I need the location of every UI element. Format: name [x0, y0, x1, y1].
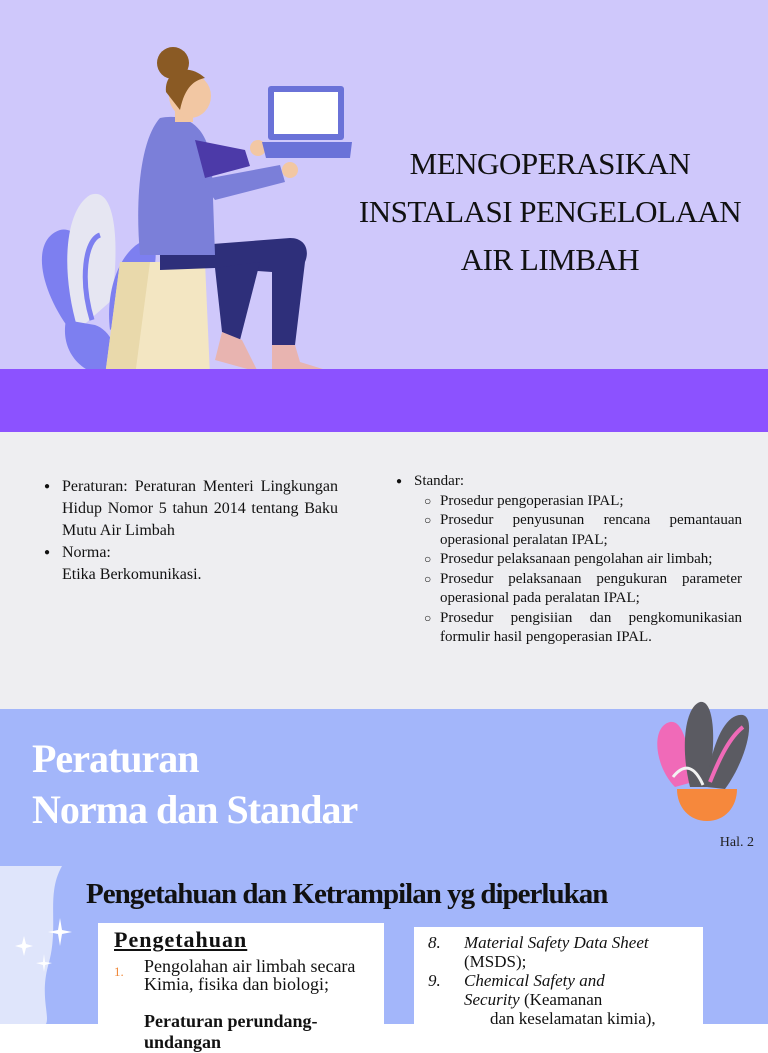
- item-continuation: [464, 990, 602, 1009]
- norm-text: Etika Berkomunikasi.: [62, 566, 202, 583]
- page-number: Hal. 2: [719, 835, 754, 850]
- item-continuation: (MSDS);: [464, 952, 527, 971]
- regulation-label: Peraturan:: [62, 478, 128, 495]
- title-slide: [0, 0, 768, 432]
- list-item: [428, 933, 649, 952]
- floor-band: [0, 369, 768, 432]
- norm-item: [44, 542, 338, 586]
- regulation-item: [44, 476, 338, 542]
- regulation-slide: [0, 432, 768, 709]
- knowledge-card: [98, 923, 384, 1052]
- slide-title: Pengetahuan dan Ketrampilan yg diperlukan: [86, 878, 608, 910]
- item-text: (Keamanan: [519, 990, 603, 1009]
- list-item: [428, 971, 605, 990]
- banner-heading: [32, 733, 357, 835]
- item-text: Material Safety Data Sheet: [464, 933, 649, 952]
- list-item: ○ Prosedur pengoperasian IPAL;: [414, 492, 742, 512]
- list-item: ○ Prosedur pengisiian dan pengkomunikasian formulir hasil pengoperasian IPAL.: [414, 609, 742, 648]
- title-line: AIR LIMBAH: [460, 242, 640, 277]
- heading-banner: [0, 709, 768, 866]
- regulation-text: Peraturan Menteri Lingkungan Hidup Nomor 5 tahun 2014 tentang Baku Mutu Air Limbah: [62, 478, 339, 539]
- knowledge-item: Peraturan perundang-undangan: [144, 1011, 318, 1052]
- list-item: ○ Prosedur penyusunan rencana pemantauan operasional peralatan IPAL;: [414, 511, 742, 550]
- right-column: [396, 472, 742, 648]
- item-number: 8.: [428, 933, 441, 952]
- list-item: ○ Prosedur pelaksanaan pengolahan air limbah;: [414, 550, 742, 570]
- slide-title: [350, 140, 750, 284]
- standard-item: [396, 472, 742, 648]
- heading-line: Peraturan: [32, 736, 199, 781]
- item-text: Security: [464, 990, 520, 1009]
- knowledge-item: Pengolahan air limbah secara Kimia, fisika dan biologi;: [144, 956, 356, 994]
- skills-card: [414, 927, 703, 1047]
- title-line: INSTALASI PENGELOLAAN: [358, 194, 742, 229]
- standard-list: [414, 492, 742, 648]
- heading-line: Norma dan Standar: [32, 787, 358, 832]
- item-number: 1.: [114, 964, 124, 979]
- standard-label: ● Standar:: [414, 473, 464, 489]
- title-line: MENGOPERASIKAN: [409, 146, 691, 181]
- woman-laptop-illustration: [0, 0, 360, 380]
- item-continuation: dan keselamatan kimia),: [490, 1009, 656, 1028]
- knowledge-heading: Pengetahuan: [114, 927, 248, 952]
- list-item: ○ Prosedur pelaksanaan pengukuran parameter operasional pada peralatan IPAL;: [414, 570, 742, 609]
- item-number: 9.: [428, 971, 441, 990]
- plant-pot-illustration: [655, 687, 755, 827]
- item-text: Chemical Safety and: [464, 971, 605, 990]
- sparkle-icon: [0, 866, 90, 1024]
- norm-label: ● Norma:: [62, 544, 111, 561]
- knowledge-slide: [0, 866, 768, 1052]
- left-column: [44, 476, 338, 586]
